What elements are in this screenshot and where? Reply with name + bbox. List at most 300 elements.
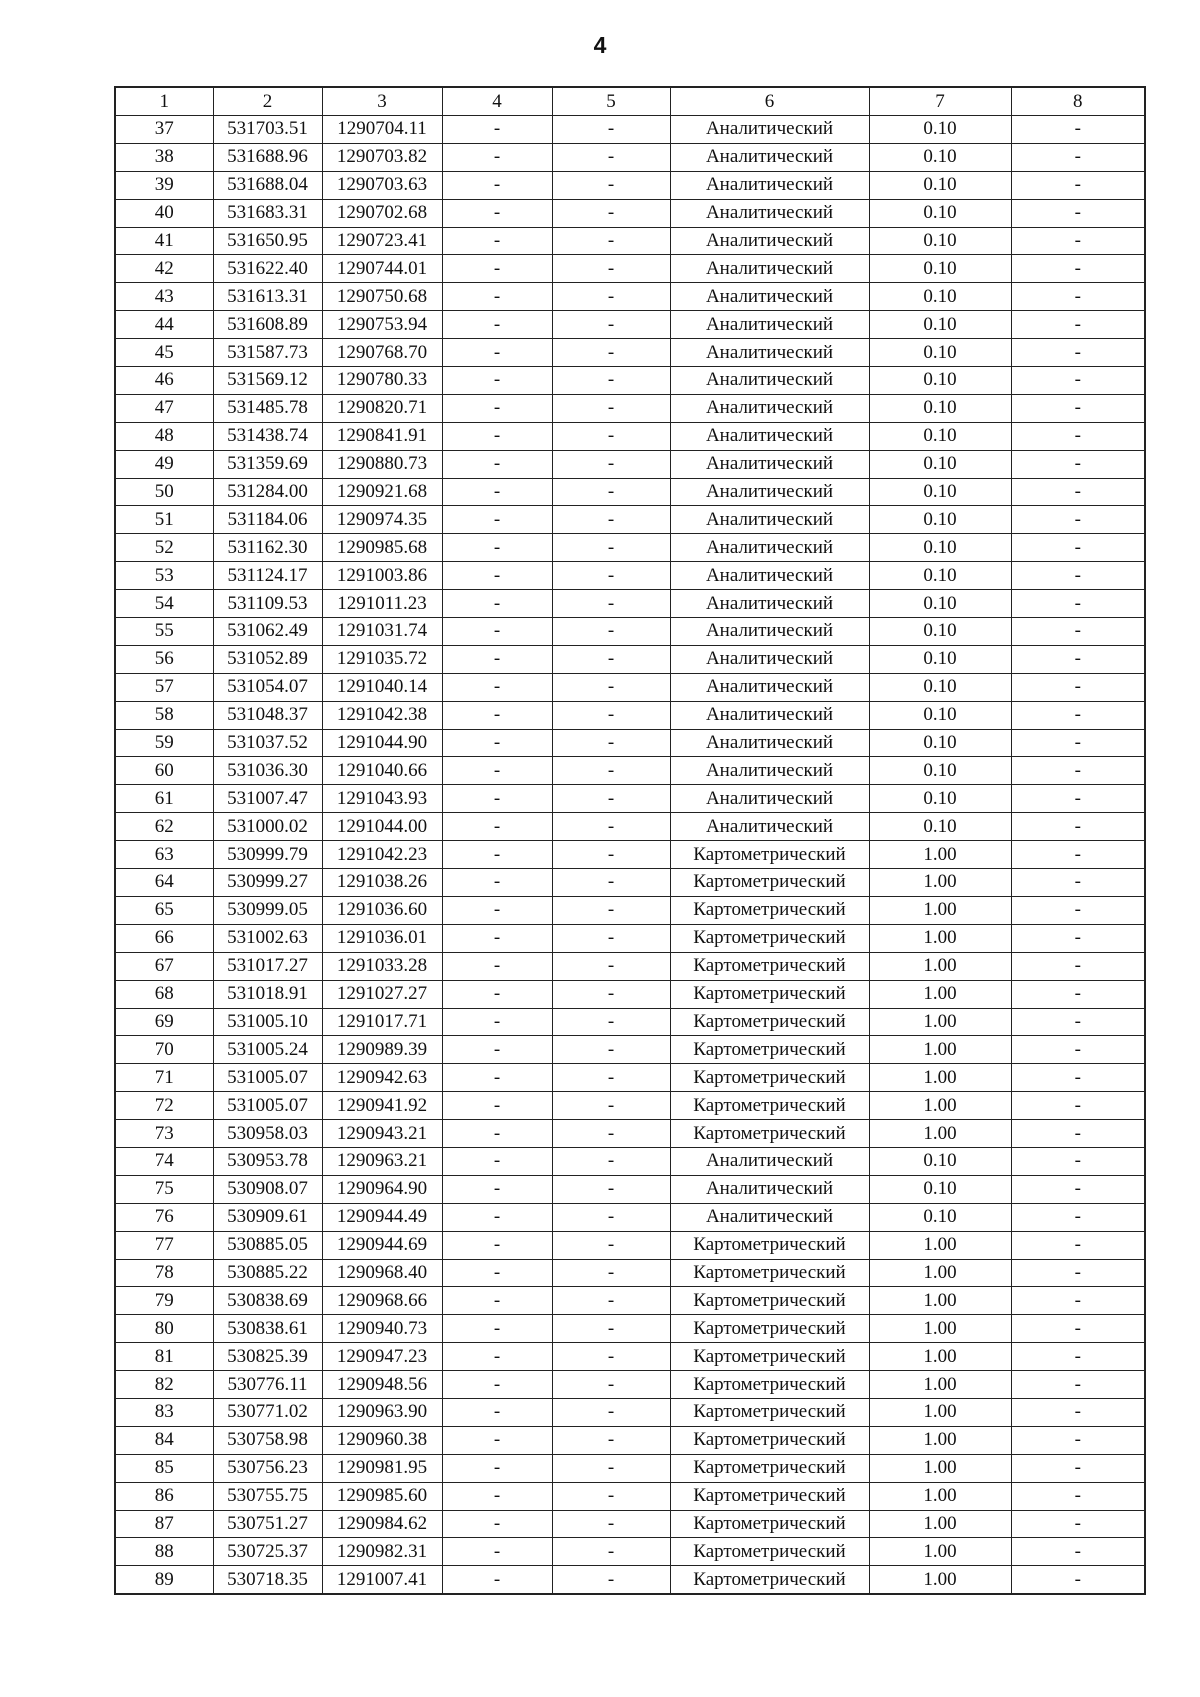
y-coordinate-cell: 1291035.72: [322, 645, 442, 673]
col4-cell: -: [442, 673, 552, 701]
table-row: [115, 311, 1145, 339]
x-coordinate-cell: 531688.04: [213, 171, 322, 199]
accuracy-cell: 1.00: [869, 1008, 1011, 1036]
col4-cell: -: [442, 980, 552, 1008]
col5-cell: -: [552, 255, 670, 283]
col5-cell: -: [552, 1287, 670, 1315]
col5-cell: -: [552, 562, 670, 590]
y-coordinate-cell: 1290703.82: [322, 143, 442, 171]
table-row: [115, 618, 1145, 646]
point-number-cell: 54: [115, 590, 213, 618]
col8-cell: -: [1011, 618, 1145, 646]
col5-cell: -: [552, 1231, 670, 1259]
point-number-cell: 87: [115, 1510, 213, 1538]
col4-cell: -: [442, 450, 552, 478]
col5-cell: -: [552, 1120, 670, 1148]
y-coordinate-cell: 1290968.66: [322, 1287, 442, 1315]
point-number-cell: 63: [115, 841, 213, 869]
col8-cell: -: [1011, 227, 1145, 255]
table-row: [115, 367, 1145, 395]
accuracy-cell: 0.10: [869, 590, 1011, 618]
y-coordinate-cell: 1290744.01: [322, 255, 442, 283]
col4-cell: -: [442, 1287, 552, 1315]
col8-cell: -: [1011, 1064, 1145, 1092]
y-coordinate-cell: 1291027.27: [322, 980, 442, 1008]
y-coordinate-cell: 1291044.90: [322, 729, 442, 757]
col8-cell: -: [1011, 562, 1145, 590]
col8-cell: -: [1011, 869, 1145, 897]
point-number-cell: 45: [115, 339, 213, 367]
table-row: [115, 645, 1145, 673]
table-row: [115, 1426, 1145, 1454]
method-cell: Картометрический: [670, 1120, 869, 1148]
col8-cell: -: [1011, 785, 1145, 813]
col5-cell: -: [552, 1036, 670, 1064]
col8-cell: -: [1011, 1259, 1145, 1287]
point-number-cell: 40: [115, 199, 213, 227]
col8-cell: -: [1011, 757, 1145, 785]
col5-cell: -: [552, 1371, 670, 1399]
method-cell: Картометрический: [670, 1259, 869, 1287]
table-row: [115, 869, 1145, 897]
col4-cell: -: [442, 729, 552, 757]
point-number-cell: 53: [115, 562, 213, 590]
col8-cell: -: [1011, 952, 1145, 980]
method-cell: Картометрический: [670, 841, 869, 869]
x-coordinate-cell: 531359.69: [213, 450, 322, 478]
method-cell: Картометрический: [670, 952, 869, 980]
method-cell: Картометрический: [670, 1315, 869, 1343]
table-row: [115, 1175, 1145, 1203]
col8-cell: -: [1011, 143, 1145, 171]
col5-cell: -: [552, 450, 670, 478]
y-coordinate-cell: 1291017.71: [322, 1008, 442, 1036]
accuracy-cell: 0.10: [869, 339, 1011, 367]
col5-cell: -: [552, 869, 670, 897]
x-coordinate-cell: 531650.95: [213, 227, 322, 255]
col5-cell: -: [552, 1510, 670, 1538]
point-number-cell: 56: [115, 645, 213, 673]
x-coordinate-cell: 530958.03: [213, 1120, 322, 1148]
x-coordinate-cell: 531683.31: [213, 199, 322, 227]
accuracy-cell: 0.10: [869, 199, 1011, 227]
col4-cell: -: [442, 785, 552, 813]
table-row: [115, 1259, 1145, 1287]
col4-cell: -: [442, 1538, 552, 1566]
x-coordinate-cell: 531000.02: [213, 813, 322, 841]
accuracy-cell: 1.00: [869, 1092, 1011, 1120]
col8-cell: -: [1011, 534, 1145, 562]
col8-cell: -: [1011, 1231, 1145, 1259]
accuracy-cell: 0.10: [869, 283, 1011, 311]
x-coordinate-cell: 530999.79: [213, 841, 322, 869]
y-coordinate-cell: 1291036.01: [322, 924, 442, 952]
x-coordinate-cell: 531438.74: [213, 422, 322, 450]
y-coordinate-cell: 1290985.68: [322, 534, 442, 562]
col5-cell: -: [552, 980, 670, 1008]
coordinates-table: [114, 86, 1146, 1595]
table-row: [115, 1092, 1145, 1120]
col8-cell: -: [1011, 1036, 1145, 1064]
col4-cell: -: [442, 562, 552, 590]
y-coordinate-cell: 1291042.23: [322, 841, 442, 869]
col5-cell: -: [552, 1147, 670, 1175]
col4-cell: -: [442, 618, 552, 646]
point-number-cell: 47: [115, 394, 213, 422]
x-coordinate-cell: 531613.31: [213, 283, 322, 311]
col4-cell: -: [442, 1175, 552, 1203]
x-coordinate-cell: 530908.07: [213, 1175, 322, 1203]
col4-cell: -: [442, 311, 552, 339]
x-coordinate-cell: 530885.05: [213, 1231, 322, 1259]
accuracy-cell: 0.10: [869, 562, 1011, 590]
point-number-cell: 79: [115, 1287, 213, 1315]
y-coordinate-cell: 1290880.73: [322, 450, 442, 478]
col5-cell: -: [552, 729, 670, 757]
col8-cell: -: [1011, 1203, 1145, 1231]
method-cell: Аналитический: [670, 311, 869, 339]
col4-cell: -: [442, 1398, 552, 1426]
col8-cell: -: [1011, 701, 1145, 729]
col5-cell: -: [552, 422, 670, 450]
col5-cell: -: [552, 478, 670, 506]
col5-cell: -: [552, 1566, 670, 1594]
x-coordinate-cell: 531052.89: [213, 645, 322, 673]
col8-cell: -: [1011, 1008, 1145, 1036]
accuracy-cell: 0.10: [869, 478, 1011, 506]
point-number-cell: 76: [115, 1203, 213, 1231]
method-cell: Картометрический: [670, 1482, 869, 1510]
method-cell: Картометрический: [670, 869, 869, 897]
col5-cell: -: [552, 394, 670, 422]
table-row: [115, 1343, 1145, 1371]
point-number-cell: 89: [115, 1566, 213, 1594]
point-number-cell: 57: [115, 673, 213, 701]
accuracy-cell: 0.10: [869, 394, 1011, 422]
col8-cell: -: [1011, 590, 1145, 618]
y-coordinate-cell: 1290841.91: [322, 422, 442, 450]
method-cell: Аналитический: [670, 116, 869, 144]
accuracy-cell: 1.00: [869, 1120, 1011, 1148]
point-number-cell: 48: [115, 422, 213, 450]
table-row: [115, 339, 1145, 367]
col4-cell: -: [442, 255, 552, 283]
x-coordinate-cell: 530758.98: [213, 1426, 322, 1454]
method-cell: Картометрический: [670, 1036, 869, 1064]
y-coordinate-cell: 1291043.93: [322, 785, 442, 813]
table-row: [115, 227, 1145, 255]
col8-cell: -: [1011, 171, 1145, 199]
table-row: [115, 673, 1145, 701]
point-number-cell: 78: [115, 1259, 213, 1287]
table-row: [115, 478, 1145, 506]
table-row: [115, 1538, 1145, 1566]
col5-cell: -: [552, 171, 670, 199]
col8-cell: -: [1011, 339, 1145, 367]
col8-cell: -: [1011, 1147, 1145, 1175]
y-coordinate-cell: 1290947.23: [322, 1343, 442, 1371]
table-row: [115, 1120, 1145, 1148]
x-coordinate-cell: 531005.10: [213, 1008, 322, 1036]
point-number-cell: 85: [115, 1454, 213, 1482]
col5-cell: -: [552, 896, 670, 924]
x-coordinate-cell: 531124.17: [213, 562, 322, 590]
method-cell: Картометрический: [670, 1398, 869, 1426]
y-coordinate-cell: 1290702.68: [322, 199, 442, 227]
point-number-cell: 66: [115, 924, 213, 952]
col4-cell: -: [442, 339, 552, 367]
y-coordinate-cell: 1290703.63: [322, 171, 442, 199]
method-cell: Аналитический: [670, 1147, 869, 1175]
accuracy-cell: 0.10: [869, 143, 1011, 171]
method-cell: Аналитический: [670, 1203, 869, 1231]
table-row: [115, 701, 1145, 729]
method-cell: Картометрический: [670, 1064, 869, 1092]
method-cell: Картометрический: [670, 980, 869, 1008]
accuracy-cell: 0.10: [869, 813, 1011, 841]
col4-cell: -: [442, 394, 552, 422]
table-row: [115, 757, 1145, 785]
table-row: [115, 562, 1145, 590]
point-number-cell: 39: [115, 171, 213, 199]
col4-cell: -: [442, 171, 552, 199]
x-coordinate-cell: 530771.02: [213, 1398, 322, 1426]
method-cell: Аналитический: [670, 562, 869, 590]
table-row: [115, 1287, 1145, 1315]
col4-cell: -: [442, 116, 552, 144]
x-coordinate-cell: 531608.89: [213, 311, 322, 339]
method-cell: Аналитический: [670, 618, 869, 646]
col4-cell: -: [442, 422, 552, 450]
col4-cell: -: [442, 1036, 552, 1064]
col8-cell: -: [1011, 1371, 1145, 1399]
method-cell: Аналитический: [670, 478, 869, 506]
table-row: [115, 896, 1145, 924]
col4-cell: -: [442, 1426, 552, 1454]
col8-cell: -: [1011, 1315, 1145, 1343]
point-number-cell: 69: [115, 1008, 213, 1036]
table-row: [115, 980, 1145, 1008]
x-coordinate-cell: 531054.07: [213, 673, 322, 701]
method-cell: Аналитический: [670, 394, 869, 422]
column-header: 3: [322, 87, 442, 116]
x-coordinate-cell: 530751.27: [213, 1510, 322, 1538]
method-cell: Картометрический: [670, 924, 869, 952]
accuracy-cell: 0.10: [869, 367, 1011, 395]
table-row: [115, 116, 1145, 144]
method-cell: Картометрический: [670, 1510, 869, 1538]
table-row: [115, 199, 1145, 227]
accuracy-cell: 0.10: [869, 729, 1011, 757]
point-number-cell: 73: [115, 1120, 213, 1148]
x-coordinate-cell: 531162.30: [213, 534, 322, 562]
col4-cell: -: [442, 1510, 552, 1538]
table-row: [115, 1315, 1145, 1343]
col5-cell: -: [552, 645, 670, 673]
accuracy-cell: 0.10: [869, 1203, 1011, 1231]
col4-cell: -: [442, 478, 552, 506]
accuracy-cell: 0.10: [869, 311, 1011, 339]
method-cell: Аналитический: [670, 506, 869, 534]
col4-cell: -: [442, 534, 552, 562]
col4-cell: -: [442, 757, 552, 785]
x-coordinate-cell: 530825.39: [213, 1343, 322, 1371]
col5-cell: -: [552, 1482, 670, 1510]
column-header: 6: [670, 87, 869, 116]
y-coordinate-cell: 1290982.31: [322, 1538, 442, 1566]
table-row: [115, 1008, 1145, 1036]
col4-cell: -: [442, 701, 552, 729]
point-number-cell: 51: [115, 506, 213, 534]
point-number-cell: 46: [115, 367, 213, 395]
method-cell: Аналитический: [670, 199, 869, 227]
point-number-cell: 80: [115, 1315, 213, 1343]
col5-cell: -: [552, 1175, 670, 1203]
y-coordinate-cell: 1291036.60: [322, 896, 442, 924]
method-cell: Картометрический: [670, 1008, 869, 1036]
col5-cell: -: [552, 199, 670, 227]
col4-cell: -: [442, 283, 552, 311]
y-coordinate-cell: 1291011.23: [322, 590, 442, 618]
method-cell: Аналитический: [670, 673, 869, 701]
point-number-cell: 74: [115, 1147, 213, 1175]
x-coordinate-cell: 531005.07: [213, 1092, 322, 1120]
col5-cell: -: [552, 590, 670, 618]
col8-cell: -: [1011, 255, 1145, 283]
col4-cell: -: [442, 1259, 552, 1287]
col4-cell: -: [442, 952, 552, 980]
col4-cell: -: [442, 367, 552, 395]
col5-cell: -: [552, 1538, 670, 1566]
point-number-cell: 37: [115, 116, 213, 144]
method-cell: Аналитический: [670, 590, 869, 618]
col5-cell: -: [552, 841, 670, 869]
table-row: [115, 1398, 1145, 1426]
accuracy-cell: 1.00: [869, 1566, 1011, 1594]
col8-cell: -: [1011, 422, 1145, 450]
x-coordinate-cell: 531005.24: [213, 1036, 322, 1064]
x-coordinate-cell: 531587.73: [213, 339, 322, 367]
col8-cell: -: [1011, 1566, 1145, 1594]
accuracy-cell: 0.10: [869, 785, 1011, 813]
col8-cell: -: [1011, 841, 1145, 869]
x-coordinate-cell: 530909.61: [213, 1203, 322, 1231]
method-cell: Аналитический: [670, 785, 869, 813]
point-number-cell: 52: [115, 534, 213, 562]
accuracy-cell: 0.10: [869, 1175, 1011, 1203]
accuracy-cell: 1.00: [869, 1371, 1011, 1399]
col8-cell: -: [1011, 1343, 1145, 1371]
accuracy-cell: 0.10: [869, 534, 1011, 562]
column-header: 4: [442, 87, 552, 116]
col8-cell: -: [1011, 116, 1145, 144]
col4-cell: -: [442, 227, 552, 255]
col8-cell: -: [1011, 394, 1145, 422]
col5-cell: -: [552, 116, 670, 144]
method-cell: Аналитический: [670, 645, 869, 673]
x-coordinate-cell: 531109.53: [213, 590, 322, 618]
point-number-cell: 42: [115, 255, 213, 283]
x-coordinate-cell: 530756.23: [213, 1454, 322, 1482]
col8-cell: -: [1011, 1398, 1145, 1426]
col4-cell: -: [442, 1203, 552, 1231]
table-row: [115, 924, 1145, 952]
y-coordinate-cell: 1290944.49: [322, 1203, 442, 1231]
accuracy-cell: 1.00: [869, 896, 1011, 924]
col4-cell: -: [442, 143, 552, 171]
table-row: [115, 143, 1145, 171]
method-cell: Картометрический: [670, 1231, 869, 1259]
accuracy-cell: 0.10: [869, 506, 1011, 534]
point-number-cell: 77: [115, 1231, 213, 1259]
col5-cell: -: [552, 1315, 670, 1343]
y-coordinate-cell: 1291003.86: [322, 562, 442, 590]
point-number-cell: 58: [115, 701, 213, 729]
x-coordinate-cell: 531622.40: [213, 255, 322, 283]
table-row: [115, 841, 1145, 869]
method-cell: Аналитический: [670, 450, 869, 478]
col4-cell: -: [442, 869, 552, 897]
method-cell: Картометрический: [670, 1454, 869, 1482]
y-coordinate-cell: 1290768.70: [322, 339, 442, 367]
point-number-cell: 44: [115, 311, 213, 339]
method-cell: Аналитический: [670, 227, 869, 255]
col4-cell: -: [442, 506, 552, 534]
y-coordinate-cell: 1290968.40: [322, 1259, 442, 1287]
point-number-cell: 82: [115, 1371, 213, 1399]
accuracy-cell: 1.00: [869, 1064, 1011, 1092]
col5-cell: -: [552, 618, 670, 646]
x-coordinate-cell: 530776.11: [213, 1371, 322, 1399]
point-number-cell: 84: [115, 1426, 213, 1454]
accuracy-cell: 0.10: [869, 1147, 1011, 1175]
x-coordinate-cell: 530953.78: [213, 1147, 322, 1175]
table-row: [115, 1566, 1145, 1594]
method-cell: Картометрический: [670, 1566, 869, 1594]
col8-cell: -: [1011, 450, 1145, 478]
column-header: 1: [115, 87, 213, 116]
col4-cell: -: [442, 1064, 552, 1092]
col4-cell: -: [442, 841, 552, 869]
y-coordinate-cell: 1290944.69: [322, 1231, 442, 1259]
x-coordinate-cell: 530725.37: [213, 1538, 322, 1566]
table-row: [115, 729, 1145, 757]
x-coordinate-cell: 530718.35: [213, 1566, 322, 1594]
method-cell: Аналитический: [670, 339, 869, 367]
point-number-cell: 83: [115, 1398, 213, 1426]
y-coordinate-cell: 1291031.74: [322, 618, 442, 646]
point-number-cell: 38: [115, 143, 213, 171]
table-row: [115, 422, 1145, 450]
point-number-cell: 67: [115, 952, 213, 980]
y-coordinate-cell: 1290981.95: [322, 1454, 442, 1482]
table-row: [115, 1036, 1145, 1064]
y-coordinate-cell: 1291044.00: [322, 813, 442, 841]
x-coordinate-cell: 531485.78: [213, 394, 322, 422]
col5-cell: -: [552, 1454, 670, 1482]
col4-cell: -: [442, 1120, 552, 1148]
col8-cell: -: [1011, 1287, 1145, 1315]
col8-cell: -: [1011, 1538, 1145, 1566]
table-row: [115, 590, 1145, 618]
accuracy-cell: 0.10: [869, 673, 1011, 701]
col4-cell: -: [442, 199, 552, 227]
x-coordinate-cell: 531048.37: [213, 701, 322, 729]
y-coordinate-cell: 1290985.60: [322, 1482, 442, 1510]
accuracy-cell: 0.10: [869, 422, 1011, 450]
table-row: [115, 1147, 1145, 1175]
method-cell: Картометрический: [670, 896, 869, 924]
